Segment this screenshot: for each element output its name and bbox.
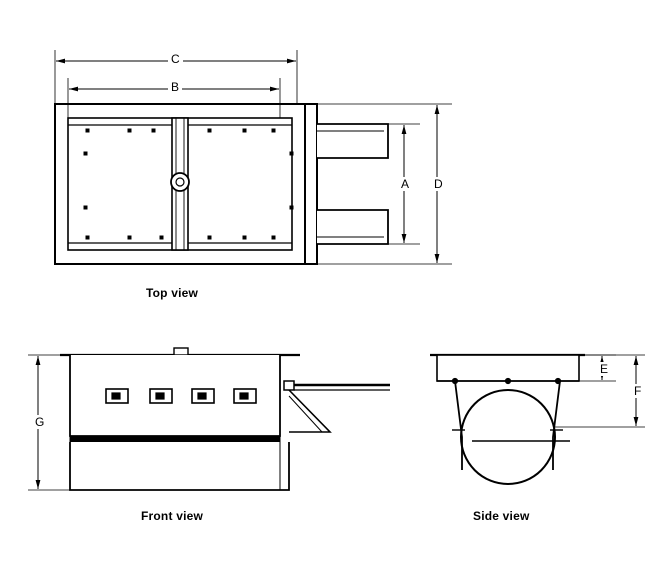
dimension-label-F: F — [631, 384, 644, 398]
top-view-tow-arm-lower — [317, 210, 388, 244]
side-view-top-housing — [437, 355, 579, 381]
caption-side-view: Side view — [473, 509, 530, 523]
front-view-hitch-block — [284, 381, 294, 390]
side-view-bracket-left — [455, 381, 462, 470]
side-view-drum — [461, 390, 555, 484]
top-view-tow-arm-upper — [317, 124, 388, 158]
top-view-hitch-plate — [305, 104, 317, 264]
side-view-bracket-right — [553, 381, 560, 470]
front-view-deck-nub — [174, 348, 188, 355]
dimension-label-C: C — [168, 52, 183, 66]
dimension-label-A: A — [398, 177, 412, 191]
dimension-label-B: B — [168, 80, 182, 94]
caption-front-view: Front view — [141, 509, 204, 523]
front-view-band — [70, 436, 280, 442]
dimension-label-D: D — [431, 177, 446, 191]
front-view-brace — [289, 390, 330, 432]
front-view-group — [28, 348, 390, 490]
front-view-lower-skirt — [70, 442, 289, 490]
top-view-group — [55, 50, 452, 264]
dimension-label-E: E — [597, 362, 611, 376]
caption-top-view: Top view — [146, 286, 199, 300]
dimension-label-G: G — [32, 415, 47, 429]
side-view-group — [430, 355, 645, 484]
